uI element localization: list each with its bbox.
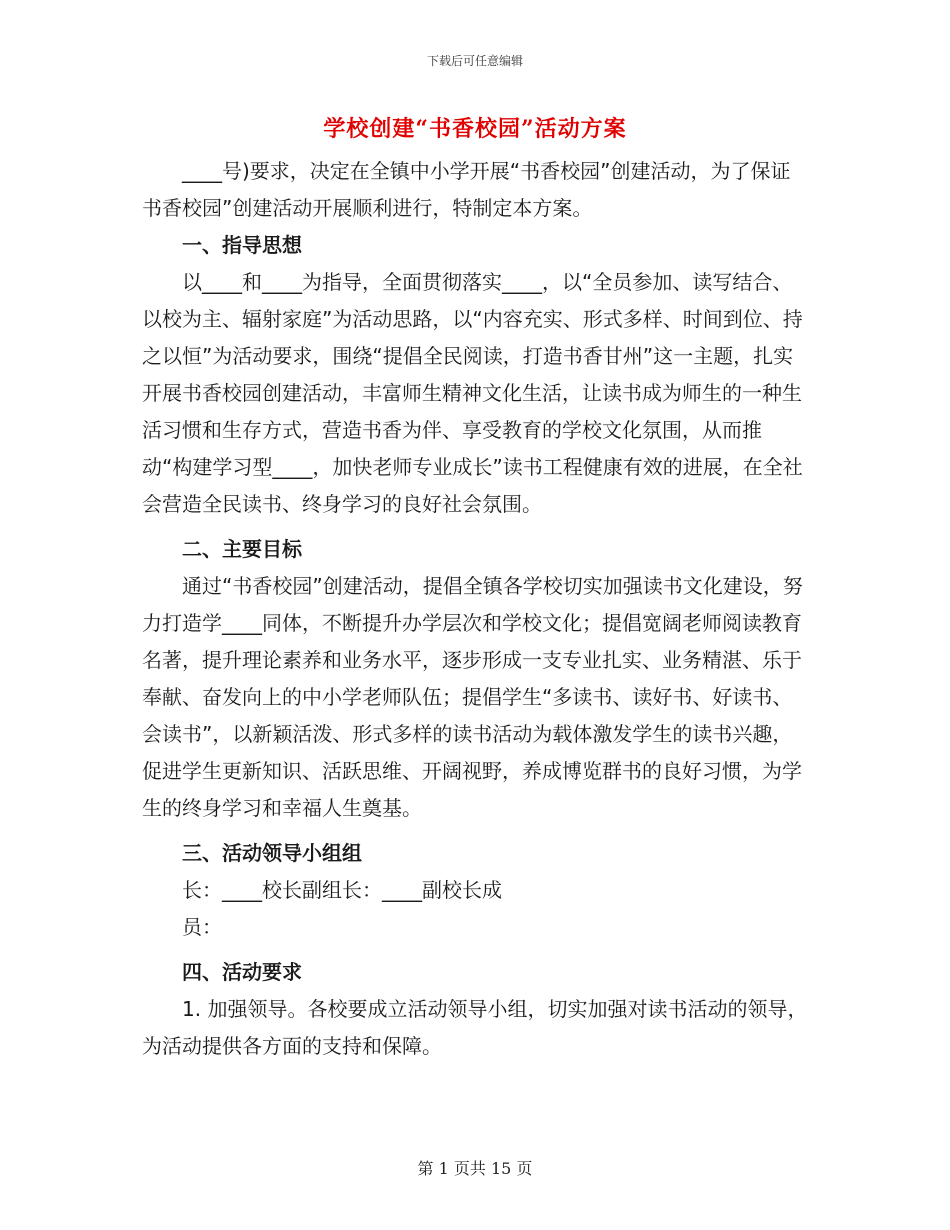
document-body xyxy=(142,153,808,1065)
section-heading-main-goals: 二、主要目标 xyxy=(182,537,302,561)
leadership-line-2: 员： xyxy=(182,915,222,939)
page-footer: 第 1 页共 15 页 xyxy=(417,1159,533,1178)
requirement-item-1: 1. 加强领导。各校要成立活动领导小组，切实加强对读书活动的领导，为活动提供各方面的支持和保障。 xyxy=(142,997,808,1058)
leadership-line-1: 长：____校长副组长：____副校长成 xyxy=(182,878,502,902)
section-heading-leadership-group: 三、活动领导小组组 xyxy=(182,841,362,865)
section-heading-guiding-ideology: 一、指导思想 xyxy=(182,233,302,257)
intro-paragraph: ____号)要求，决定在全镇中小学开展“书香校园”创建活动，为了保证书香校园”创建活动开展顺利进行，特制定本方案。 xyxy=(142,159,791,220)
document-title: 学校创建“书香校园”活动方案 xyxy=(323,116,627,142)
section-body-main-goals: 通过“书香校园”创建活动，提倡全镇各学校切实加强读书文化建设，努力打造学____同体，不断提升办学层次和学校文化；提倡宽阔老师阅读教育名著，提升理论素养和业务水平，逐步形成一支专业扎实、业务精湛、乐于奉献、奋发向上的中小学老师队伍；提倡学生“多读书、读好书、好读书、会读书”，以新颖活泼、形式多样的读书活动为载体激发学生的读书兴趣，促进学生更新知识、活跃思维、开阔视野，养成博览群书的良好习惯，为学生的终身学习和幸福人生奠基。 xyxy=(142,574,803,820)
section-body-guiding-ideology: 以____和____为指导，全面贯彻落实____，以“全员参加、读写结合、以校为主、辐射家庭”为活动思路，以“内容充实、形式多样、时间到位、持之以恒”为活动要求，围绕“提倡全民阅读，打造书香甘州”这一主题，扎实开展书香校园创建活动，丰富师生精神文化生活，让读书成为师生的一种生活习惯和生存方式，营造书香为伴、享受教育的学校文化氛围，从而推动“构建学习型____，加快老师专业成长”读书工程健康有效的进展，在全社会营造全民读书、终身学习的良好社会氛围。 xyxy=(142,270,803,516)
section-heading-activity-requirements: 四、活动要求 xyxy=(182,960,302,984)
page-header: 下载后可任意编辑 xyxy=(426,54,523,68)
